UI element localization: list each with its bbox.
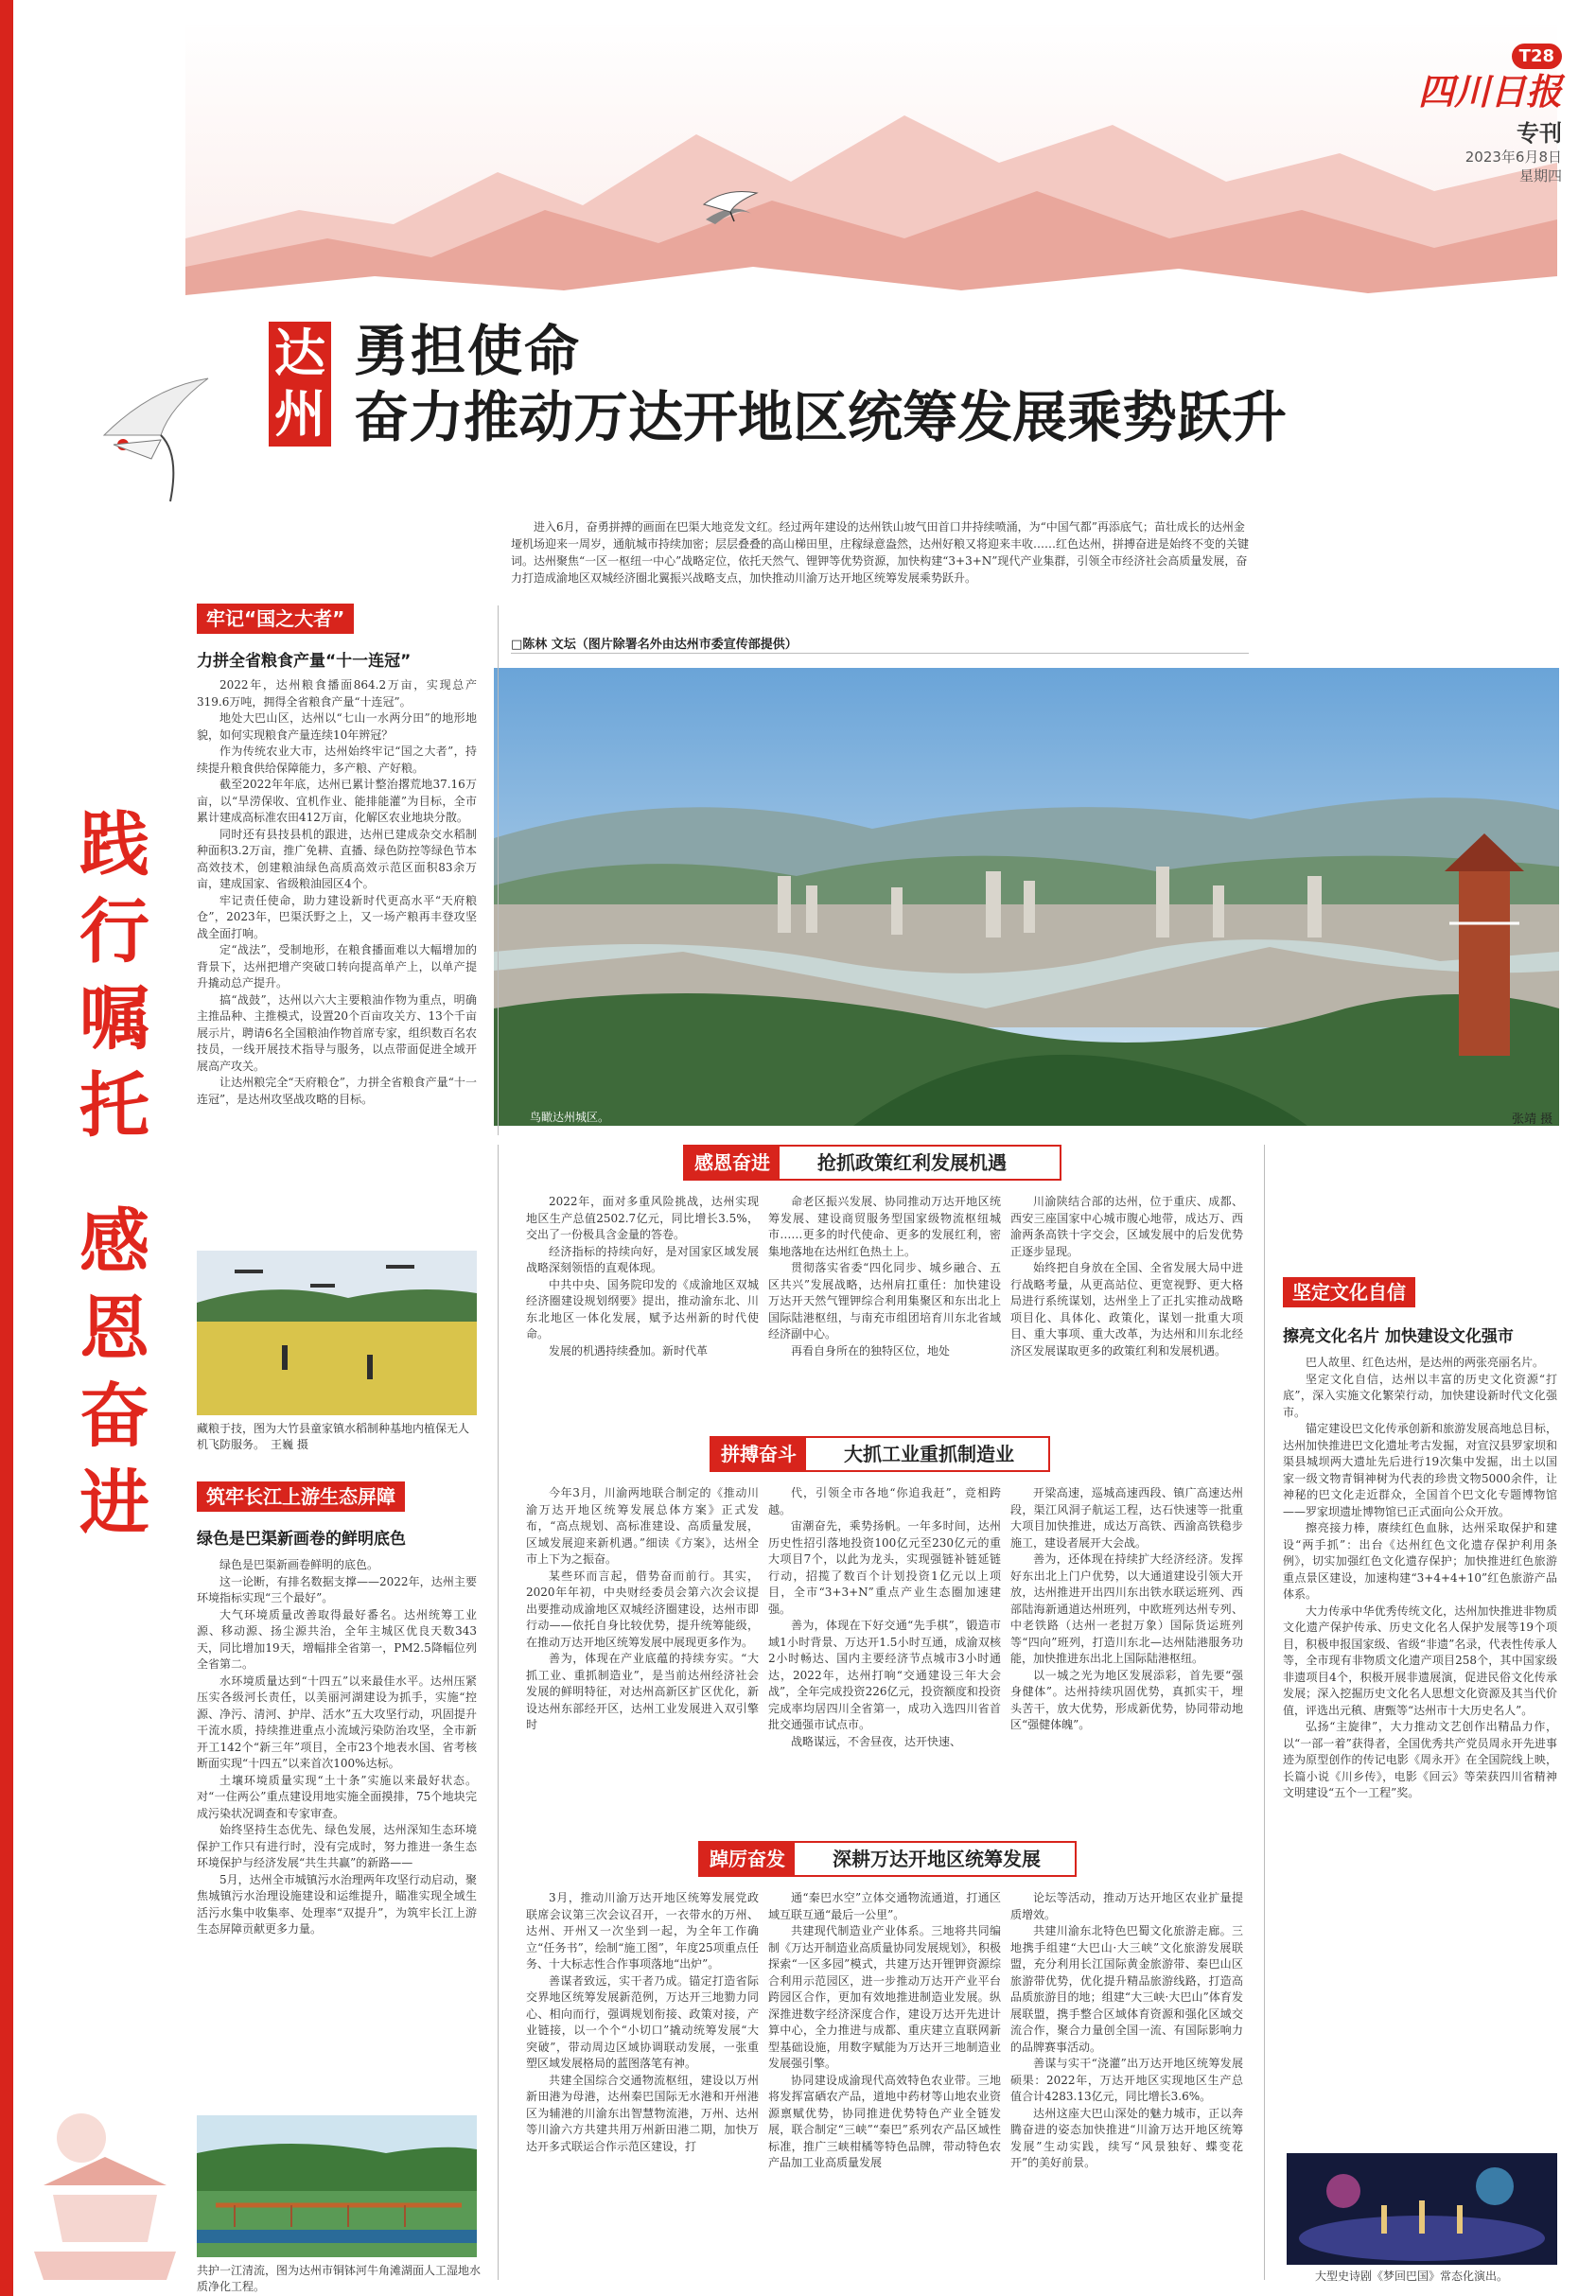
- slogan-strip: [13, 0, 185, 2296]
- caption-text: 藏粮于技，图为大竹县童家镇水稻制种基地内植保无人机飞防服务。: [197, 1422, 470, 1451]
- paragraph: 协同建设成渝现代高效特色农业带。三地将发挥富硒农产品，道地中药材等山地农业资源禀赋优势，协同推进优势特色产业全链发展，联合制定“三峡”“秦巴”系列农产品区域性标准，推广三峡柑橘等特色品牌，带动特色农产品加工业高质量发展: [768, 2073, 1001, 2169]
- slogan-char: 奋: [79, 1376, 149, 1457]
- byline: □陈林 文坛（图片除署名外由达州市委宣传部提供）: [511, 638, 798, 652]
- section-label-culture: 坚定文化自信: [1283, 1277, 1415, 1307]
- paragraph: 地处大巴山区，达州以“七山一水两分田”的地形地貌，如何实现粮食产量连续10年辨冠？: [197, 711, 477, 742]
- paragraph: 通“秦巴水空”立体交通物流通道，打通区域互联互通“最后一公里”。: [768, 1891, 1001, 1921]
- paragraph: 作为传统农业大市，达州始终牢记“国之大者”，持续提升粮食供给保障能力，多产粮、产好粮。: [197, 745, 477, 775]
- paragraph: 搞“战鼓”，达州以六大主要粮油作物为重点，明确主推品种、主推模式，设置20个百亩攻关方、13个千亩展示片，聘请6名全国粮油作物首席专家，组织数百名农技员，一线开展技术指导与服务，以点带面促进全域开展高产攻关。: [197, 992, 477, 1073]
- paragraph: 经济指标的持续向好，是对国家区域发展战略深刻领悟的直观体现。: [526, 1244, 759, 1274]
- paragraph: 2022年，面对多重风险挑战，达州实现地区生产总值2502.7亿元，同比增长3.5%，交出了一份极具含金量的答卷。: [526, 1195, 759, 1241]
- opera-stage-photo: [1287, 2153, 1557, 2265]
- headline-line-2: 奋力推动万达开地区统筹发展乘势跃升: [354, 385, 1288, 449]
- paragraph: 绿色是巴渠新画卷鲜明的底色。: [219, 1558, 379, 1571]
- section-subtitle-eco: 绿色是巴渠新画卷的鲜明底色: [197, 1530, 406, 1549]
- paragraph: 5月，达州全市城镇污水治理两年攻坚行动启动，聚焦城镇污水治理设施建设和运维提升，瞄准实现全域生活污水集中收集率、处理率“双提升”，为筑牢长江上游生态屏障贡献更多力量。: [197, 1872, 477, 1936]
- paragraph: 让达州粮完全“天府粮仓”，力拼全省粮食产量“十一连冠”，是达州攻坚战攻略的目标。: [197, 1076, 477, 1106]
- paragraph: 2022年，达州粮食播面864.2万亩，实现总产319.6万吨，拥得全省粮食产量“十连冠”。: [197, 678, 477, 709]
- column-rule: [1264, 1145, 1265, 2280]
- paragraph: 共建全国综合交通物流枢纽，建设以万州新田港为母港，达州秦巴国际无水港和开州港区为辅港的川渝东出智慧物流港，万州、达州等川渝六方共建共用万州新田港二期，加快万达开多式联运合作示范区建设，打: [526, 2073, 759, 2153]
- lead-paragraph: 进入6月，奋勇拼搏的画面在巴渠大地竞发文红。经过两年建设的达州铁山坡气田首口井持续喷涌，为“中国气都”再添底气；苗壮成长的达州金垭机场迎来一周岁，通航城市持续加密；层层叠叠的高山梯田里，庄稼绿意盎然，达州好粮又将迎来丰收……红色达州，拼搏奋进是始终不变的关键词。达州聚焦“一区一枢纽一中心”战略定位，依托天然气、锂钾等优势资源，加快构建“3+3+N”现代产业集群，引领全市经济社会高质量发展，奋力打造成渝地区双城经济圈北翼振兴战略支点，加快推动川渝万达开地区统筹发展乘势跃升。: [511, 520, 1249, 585]
- paragraph: 善谋者致远，实干者乃成。锚定打造省际交界地区统筹发展新范例，万达开三地勠力同心、相向而行，强调规划衔接、政策对接，产业链接，以一个个“小切口”撬动统筹发展“大突破”，带动周边区域协调联动发展，一张重塑区域发展格局的蓝图落笔有神。: [526, 1973, 759, 2070]
- paragraph: 土壤环境质量实现“土十条”实施以来最好状态。对“一住两公”重点建设用地实施全面摸排，75个地块完成污染状况调查和专家审查。: [197, 1773, 477, 1820]
- banner-text: 抢抓政策红利发展机遇: [817, 1151, 1007, 1174]
- wetland-photo: [197, 2115, 477, 2257]
- paragraph: 截至2022年年底，达州已累计整治撂荒地37.16万亩，以“旱涝保收、宜机作业、能排能灌”为目标，全市累计建成高标准农田412万亩，化解区农业地块分散。: [197, 778, 477, 824]
- section-banner-deep: [698, 1841, 1077, 1877]
- paper-name: 四川日报: [1417, 70, 1562, 113]
- paragraph: 巴人故里、红色达州，是达州的两张亮丽名片。: [1306, 1356, 1545, 1369]
- photo-credit: 张靖 摄: [1512, 1113, 1553, 1127]
- slogan-char: 践: [79, 804, 149, 885]
- page-number-badge: T28: [1512, 44, 1562, 69]
- industry-column-1: [526, 1485, 759, 1835]
- paragraph: 牢记责任使命，助力建设新时代更高水平“天府粮仓”，2023年，巴渠沃野之上，又一场产粮再丰登攻坚战全面打响。: [197, 893, 477, 940]
- slogan-char: 行: [79, 891, 149, 973]
- section-label-grain: 牢记“国之大者”: [197, 604, 354, 634]
- deep-column-2: [768, 1890, 1001, 2272]
- deep-column-1: [526, 1890, 759, 2272]
- paragraph: 命老区振兴发展、协同推动万达开地区统筹发展、建设商贸服务型国家级物流枢纽城市……更多的时代使命、更多的发展红利，密集地落地在达州红色热土上。: [768, 1195, 1001, 1258]
- paragraph: 宙潮奋先，乘势扬帆。一年多时间，达州历史性招引落地投资100亿元至230亿元的重大项目7个，以此为龙头，实现强链补链延链行动，招揽了数百个计划投资1亿元以上项目，全市“3+3+N”重点产业生态圈加速建强。: [768, 1519, 1001, 1616]
- crane-icon: [702, 185, 759, 223]
- column-rule: [498, 605, 499, 1135]
- masthead: [1392, 44, 1562, 185]
- paragraph: 这一论断，有排名数据支撑——2022年，达州主要环境指标实现“三个最好”。: [197, 1574, 477, 1604]
- paragraph: 共建现代制造业产业体系。三地将共同编制《万达开制造业高质量协同发展规划》，积极探索“一区多园”模式，共建万达开锂钾资源综合利用示范园区，进一步推动万达开产业平台跨园区合作，更加有效地推进制造业发展。纵深推进数字经济深度合作，建设万达开先进计算中心，全力推进与成都、重庆建立直联网新型基础设施，用数字赋能为万达开三地制造业发展强引擎。: [768, 1924, 1001, 2070]
- city-aerial-photo: [494, 668, 1559, 1126]
- paragraph: 某些环而言起，借势奋而前行。其实，2020年年初，中央财经委员会第六次会议提出要推动成渝地区双城经济圈建设，达州市即行动——依托自身比较优势，提升统筹能级，在推动万达开地区统筹发展中展现更多作为。: [526, 1569, 759, 1649]
- industry-column-2: [768, 1485, 1001, 1835]
- section-label-eco: 筑牢长江上游生态屏障: [197, 1481, 405, 1512]
- eco-article: [197, 1557, 477, 2112]
- paragraph: 川渝陕结合部的达州，位于重庆、成都、西安三座国家中心城市腹心地带，成达万、西渝两条高铁十字交会，区域发展中的后发优势正逐步显现。: [1010, 1195, 1243, 1258]
- city-badge: 达州: [269, 322, 331, 447]
- policy-column-3: [1010, 1194, 1243, 1428]
- slogan-char: 感: [79, 1201, 149, 1283]
- section-banner-industry: [710, 1436, 1050, 1472]
- policy-column-2: [768, 1194, 1001, 1428]
- paragraph: 善为，体现在产业底蕴的持续夯实。“大抓工业、重抓制造业”，是当前达州经济社会发展的鲜明特征，对达州高新区扩区优化，新设达州东部经开区，达州工业发展进入双引擎时: [526, 1652, 759, 1731]
- paragraph: 3月，推动川渝万达开地区统筹发展党政联席会议第三次会议召开，一衣带水的万州、达州、开州又一次坐到一起，为全年工作确立“任务书”，绘制“施工图”，年度25项重点任务、十大标志性合作事项落地“出炉”。: [526, 1891, 759, 1971]
- paragraph: 同时还有县技县机的跟进，达州已建成杂交水稻制种面积3.2万亩，推广免耕、直播、绿色防控等绿色节本高效技术，创建粮油绿色高质高效示范区面积83余万亩，建成国家、省级粮油园区4个。: [197, 827, 477, 890]
- paragraph: 中共中央、国务院印发的《成渝地区双城经济圈建设规划纲要》提出，推动渝东北、川东北地区一体化发展，赋予达州新的时代使命。: [526, 1277, 759, 1341]
- paragraph: 善为，体现在下好交通“先手棋”，锻造市域1小时背景、万达开1.5小时互通，成渝双核2小时畅达、国内主要经济节点城市3小时通达，2022年，达州打响“交通建设三年大会战”，全年完成投资226亿元，投资额度和投资完成率均居四川全省第一，成功入选四川省首批交通强市试点市。: [768, 1619, 1001, 1731]
- slogan-char: 嘱: [79, 978, 149, 1060]
- top-margin: [0, 0, 1596, 15]
- banner-text: 深耕万达开地区统筹发展: [833, 1848, 1041, 1870]
- paragraph: 共建川渝东北特色巴蜀文化旅游走廊。三地携手组建“大巴山·大三峡”文化旅游发展联盟，充分利用长江国际黄金旅游带、秦巴山区旅游带优势，优化提升精品旅游线路，打造高品质旅游目的地；组建“大三峡·大巴山”体育发展联盟，携手整合区域体育资源和强化区域交流合作，聚合力量创全国一流、有国际影响力的品牌赛事活动。: [1010, 1924, 1243, 2054]
- paragraph: 善为，还体现在持续扩大经济经济。发挥好东出北上门户优势，以大通道建设引领大开放，达州推进开出四川东出铁水联运班列、西部陆海新通道达州班列，中欧班列达州专列、中老铁路（达州一老挝万象）国际货运班列等“四向”班列，打造川东北—达州陆港服务功能，加快推进东出北上国际陆港枢纽。: [1010, 1552, 1243, 1665]
- paragraph: 今年3月，川渝两地联合制定的《推动川渝万达开地区统筹发展总体方案》正式发布，“高点规划、高标准建设、高质量发展，区域发展迎来新机遇。”细读《方案》，达州全市上下为之振奋。: [526, 1486, 759, 1566]
- edition-date: 2023年6月8日: [1464, 149, 1562, 166]
- opera-photo-caption: 大型史诗剧《梦回巴国》常态化演出。: [1315, 2270, 1509, 2283]
- column-rule: [498, 1145, 499, 2280]
- headline-line-1: 勇担使命: [354, 319, 582, 383]
- culture-article: [1283, 1355, 1557, 2151]
- banner-label: 踔厉奋发: [700, 1843, 795, 1875]
- headline: [269, 318, 1499, 450]
- paragraph: 达州这座大巴山深处的魅力城市，正以奔腾奋进的姿态加快推进“川渝万达开地区统筹发展”生动实践，续写“风景独好、蝶变花开”的美好前景。: [1010, 2106, 1243, 2169]
- slogan-char: 恩: [79, 1288, 149, 1370]
- grain-article: [197, 677, 477, 1245]
- pagoda-illustration: [15, 2062, 195, 2289]
- banner-text: 大抓工业重抓制造业: [844, 1443, 1014, 1465]
- slogan-char: 托: [79, 1065, 149, 1147]
- crane-illustration: [95, 369, 218, 511]
- left-red-stripe: [0, 0, 13, 2296]
- paragraph: 代，引领全市各地“你追我赶”，竞相跨越。: [768, 1486, 1001, 1516]
- edition-kind: 专刊: [1517, 120, 1562, 147]
- paragraph: 再看自身所在的独特区位，地处: [791, 1343, 951, 1358]
- paragraph: 战略谋远，不舍昼夜，达开快速、: [791, 1734, 962, 1748]
- paragraph: 开梁高速，巡城高速西段、镇广高速达州段，渠江风洞子航运工程，达石快速等一批重大项目加快推进，成达万高铁、西渝高铁稳步施工，建设者展开大会战。: [1010, 1486, 1243, 1550]
- byline-rule: [511, 653, 1249, 654]
- paragraph: 锚定建设巴文化传承创新和旅游发展高地总目标，达州加快推进巴文化遗址考古发掘，对宣汉县罗家坝和渠县城坝两大遗址先后进行19次集中发掘，出土以国家一级文物青铜神树为代表的珍贵文物5000余件，让神秘的巴文化走近群众，全国首个巴文化专题博物馆——罗家坝遗址博物馆已正式面向公众开放。: [1283, 1422, 1557, 1518]
- paragraph: 大气环境质量改善取得最好番名。达州统筹工业源、移动源、扬尘源共治，全年主城区优良天数343天，同比增加19天，增幅排全省第一，PM2.5降幅位列全省第二。: [197, 1607, 477, 1671]
- wetland-photo-caption: 共护一江清流，图为达州市铜钵河牛角滩湖面人工湿地水质净化工程。: [197, 2264, 482, 2293]
- industry-column-3: [1010, 1485, 1243, 1835]
- slogan-char: 进: [79, 1463, 149, 1544]
- paragraph: 大力传承中华优秀传统文化，达州加快推进非物质文化遗产保护传承、历史文化名人保护发展等19个项目，积极申报国家级、省级“非遗”名录，代表性传承人等，全市现有非物质文化遗产项目258个，其中国家级非遗项目4个，积极开展非遗展演，促进民俗文化传承发展；深入挖掘历史文化名人思想文化资源及其当代价值，评选出元稹、唐甄等“达州市十大历史名人”。: [1283, 1604, 1557, 1717]
- caption-credit: 王巍 摄: [271, 1438, 308, 1451]
- section-banner-policy: [683, 1145, 1061, 1181]
- rice-field-photo: [197, 1251, 477, 1415]
- paragraph: 发展的机遇持续叠加。新时代革: [549, 1343, 709, 1358]
- mountain-banner: [185, 21, 1557, 305]
- paragraph: 以一城之光为地区发展添彩，首先要“强身健体”。达州持续巩固优势，真抓实干，埋头苦干，放大优势，形成新优势，协同带动地区“强健体魄”。: [1010, 1668, 1243, 1731]
- paragraph: 弘扬“主旋律”，大力推动文艺创作出精品力作，以“一部一着”获得者，全国优秀共产党员周永开先进事迹为原型创作的传记电影《周永开》在全国院线上映，长篇小说《川乡传》，电影《回云》等荣获四川省精神文明建设“五个一工程”奖。: [1283, 1720, 1557, 1799]
- rice-photo-caption: [197, 1421, 477, 1453]
- paragraph: 水环境质量达到“十四五”以来最佳水平。达州压紧压实各级河长责任，以美丽河湖建设为抓手，实施“控源、净污、清河、护岸、活水”五大攻坚行动，巩固提升干流水质，持续推进重点小流域污染防治攻坚，全市新开工142个“新三年”项目，全市23个地表水国、省考核断面实现“十四五”以来首次100%达标。: [197, 1674, 477, 1770]
- edition-weekday: 星期四: [1518, 167, 1562, 184]
- paragraph: 坚定文化自信，达州以丰富的历史文化资源“打底”，深入实施文化繁荣行动，加快建设新时代文化强市。: [1283, 1372, 1557, 1419]
- deep-column-3: [1010, 1890, 1243, 2272]
- paragraph: 始终坚持生态优先、绿色发展，达州深知生态环境保护工作只有进行时，没有完成时，努力推进一条生态环境保护与经济发展“共生共赢”的新路——: [197, 1823, 477, 1869]
- paragraph: 擦亮接力棒，赓续红色血脉，达州采取保护和建设“两手抓”：出台《达州红色文化遗存保护利用条例》，切实加强红色文化遗存保护；加快推进红色旅游重点景区建设，加速构建“3+4+4+10”红色旅游产品体系。: [1283, 1521, 1557, 1601]
- section-subtitle-culture: 擦亮文化名片 加快建设文化强市: [1283, 1327, 1514, 1346]
- paragraph: 定“战法”，受制地形，在粮食播面难以大幅增加的背景下，达州把增产突破口转向提高单产上，以单产提升撬动总产提升。: [197, 943, 477, 990]
- section-subtitle-grain: 力拼全省粮食产量“十一连冠”: [197, 652, 412, 671]
- paragraph: 善谋与实干“浇灌”出万达开地区统筹发展硕果：2022年，万达开地区实现地区生产总值合计4283.13亿元，同比增长3.6%。: [1010, 2057, 1243, 2103]
- photo-caption: 鸟瞰达州城区。: [530, 1111, 610, 1124]
- paragraph: 论坛等活动，推动万达开地区农业扩量提质增效。: [1010, 1891, 1243, 1921]
- policy-column-1: [526, 1194, 759, 1428]
- paragraph: 始终把自身放在全国、全省发展大局中进行战略考量，从更高站位、更宽视野、更大格局进行系统谋划，达州坐上了正扎实推动战略项目化、具体化、政策化，谋划一批重大项目、重大事项、重大改革，为达州和川东北经济区发展谋取更多的政策红利和发展机遇。: [1010, 1261, 1243, 1358]
- banner-label: 拼搏奋斗: [711, 1438, 806, 1470]
- banner-label: 感恩奋进: [685, 1147, 780, 1179]
- paragraph: 贯彻落实省委“四化同步、城乡融合、五区共兴”发展战略，达州肩扛重任：加快建设万达开天然气锂钾综合利用集聚区和东出北上国际陆港枢纽，与南充市组团培育川东北省域经济副中心。: [768, 1261, 1001, 1341]
